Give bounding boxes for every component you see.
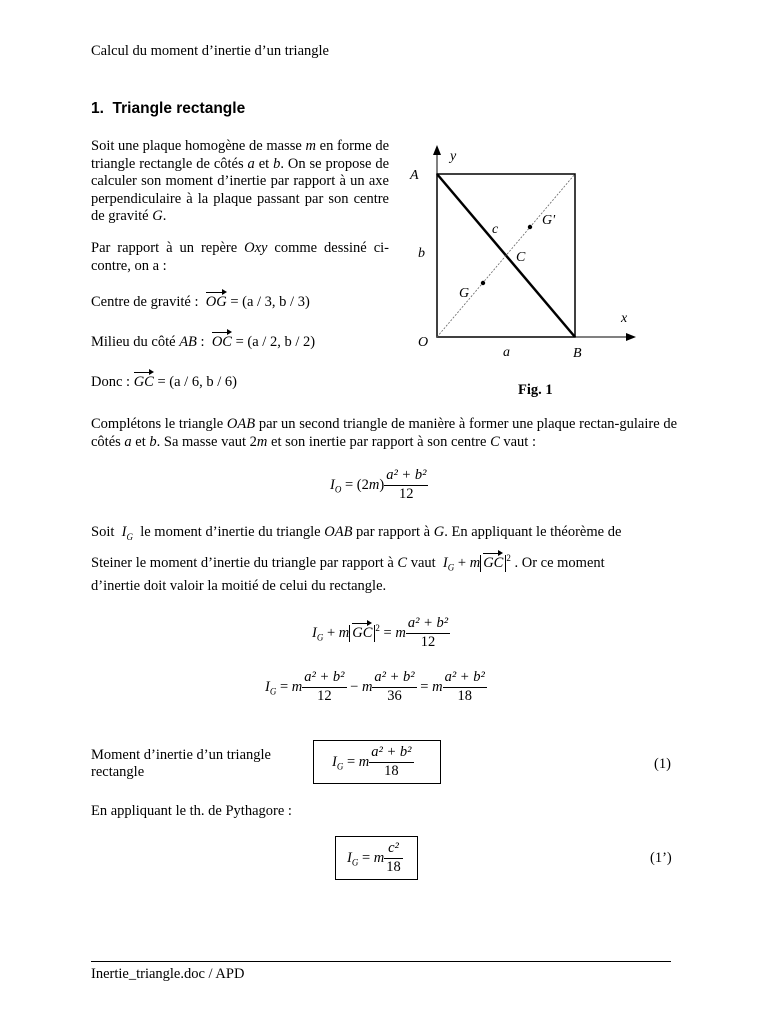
- result-box-1: $I_G = m$ $\frac{\text{a² + b²}}{18}$: [313, 740, 441, 784]
- equation-ig-derivation: $I_G = m$ $\frac{\text{a² + b²}}{12}$ − m $\frac{\text{a² + b²}}{36}$ = m $\frac{\text{a² + b²}}{18}$: [265, 669, 485, 704]
- steiner-line-2: Steiner le moment d’inertie du triangle par rapport à C vaut $I_G + m$ GC $^2$ . Or ce moment: [91, 553, 605, 573]
- label-center-c: C: [516, 250, 526, 265]
- equation-rectangle-inertia: $I_O = (2m)$ $\frac{\text{a² + b²}}{12}$: [330, 467, 427, 502]
- gc-vector: GC: [133, 374, 154, 390]
- steiner-line-3: d’inertie doit valoir la moitié de celui du rectangle.: [91, 578, 387, 594]
- label-side-b: b: [418, 246, 425, 261]
- figure-caption: Fig. 1: [518, 382, 553, 398]
- label-y: y: [450, 149, 457, 164]
- midpoint-line: Milieu du côté AB : OC = (a / 2, b / 2): [91, 334, 316, 350]
- centroid-line: Centre de gravité : OG = (a / 3, b / 3): [91, 294, 310, 310]
- label-g: G: [459, 286, 470, 301]
- oc-vector: OC: [211, 334, 232, 350]
- result-box-2: $I_G = m$ $\frac{\text{c²}}{18}$: [335, 836, 418, 880]
- label-side-c: c: [492, 222, 499, 237]
- label-b-vertex: B: [573, 346, 582, 361]
- footer-rule: [91, 961, 671, 962]
- result-label: Moment d’inertie d’un triangle rectangle: [91, 747, 271, 780]
- steiner-line-1: Soit $I_G$ le moment d’inertie du triangle OAB par rapport à G. En appliquant le théorème de: [91, 524, 622, 542]
- equation-number-2: (1’): [650, 850, 672, 866]
- label-g-prime: G': [542, 213, 556, 228]
- point-g-prime: [528, 225, 532, 229]
- label-origin: O: [418, 335, 429, 350]
- label-x: x: [621, 311, 628, 326]
- section-heading: 1. Triangle rectangle: [91, 100, 246, 117]
- page-header: Calcul du moment d’inertie d’un triangle: [91, 43, 329, 59]
- rectangle-paragraph: Complétons le triangle OAB par un second triangle de manière à former une plaque rectan-gulaire de côtés a et b. Sa masse vaut 2m et son inertie par rapport à son centre C vaut :: [91, 416, 678, 450]
- figure-triangle: [400, 140, 650, 400]
- coordinate-paragraph: Par rapport à un repère Oxy comme dessiné ci-contre, on a :: [91, 240, 389, 274]
- intro-paragraph: Soit une plaque homogène de masse m en forme de triangle rectangle de côtés a et b. On se propose de calculer son moment d’inertie par rapport à un axe perpendiculaire à la plaque passant par son centre de gravité G.: [91, 138, 390, 224]
- x-axis-arrow: [626, 333, 636, 341]
- label-a-vertex: A: [410, 168, 419, 183]
- footer-text: Inertie_triangle.doc / APD: [91, 966, 245, 982]
- equation-steiner: $I_G + m$ GC $^2$ = m $\frac{\text{a² + b²}}{12}$: [312, 615, 449, 650]
- gc-line: Donc : GC = (a / 6, b / 6): [91, 374, 237, 390]
- label-side-a: a: [503, 345, 510, 360]
- y-axis-arrow: [433, 145, 441, 155]
- point-g: [481, 281, 485, 285]
- equation-number-1: (1): [654, 756, 671, 772]
- pythagoras-line: En appliquant le th. de Pythagore :: [91, 803, 292, 819]
- og-vector: OG: [205, 294, 227, 310]
